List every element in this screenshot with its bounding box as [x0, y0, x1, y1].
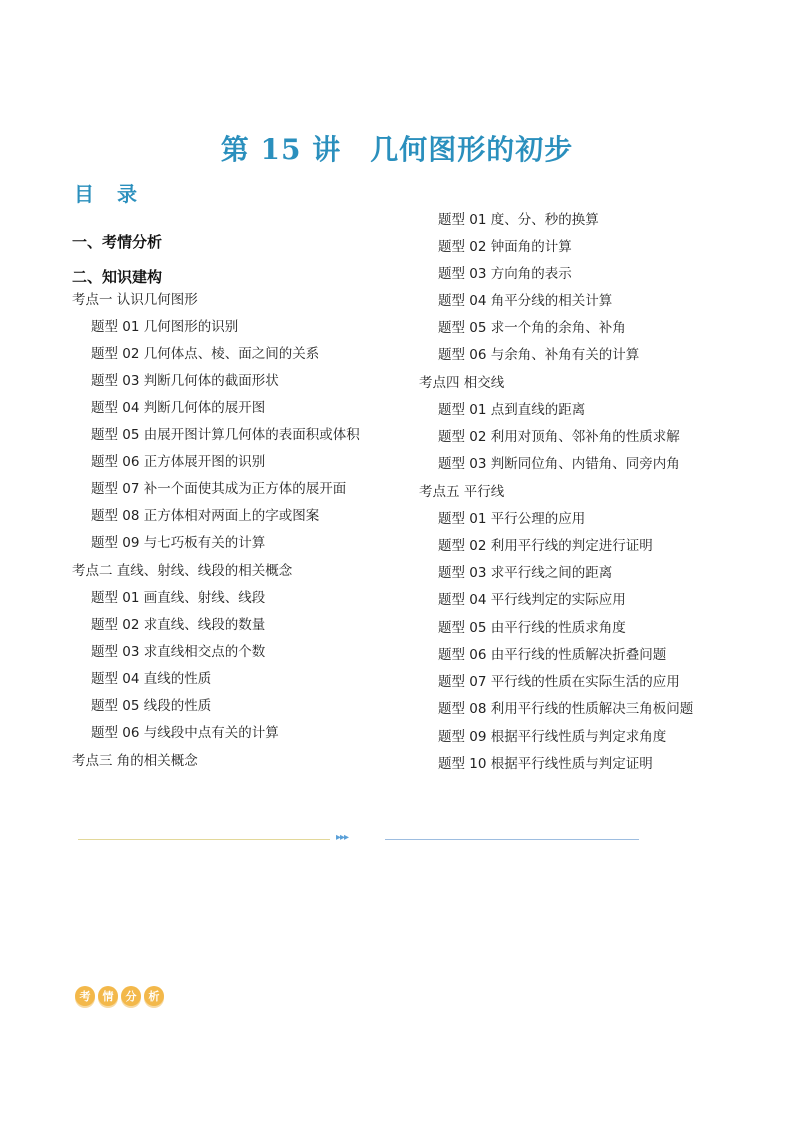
toc-item[interactable]: 题型 09 根据平行线性质与判定求角度 [438, 729, 667, 745]
toc-item[interactable]: 题型 03 判断几何体的截面形状 [91, 373, 279, 389]
toc-item[interactable]: 题型 04 角平分线的相关计算 [438, 293, 613, 309]
toc-item[interactable]: 题型 05 由平行线的性质求角度 [438, 620, 626, 636]
toc-item[interactable]: 题型 08 正方体相对两面上的字或图案 [91, 508, 320, 524]
toc-item[interactable]: 题型 02 几何体点、棱、面之间的关系 [91, 346, 320, 362]
toc-heading: 目 录 [74, 182, 145, 206]
badge-char: 考 [75, 986, 95, 1006]
badge-char: 分 [121, 986, 141, 1006]
divider-right [385, 839, 639, 840]
toc-item[interactable]: 题型 06 正方体展开图的识别 [91, 454, 266, 470]
page-title: 第 15 讲 几何图形的初步 [220, 133, 574, 166]
toc-item[interactable]: 题型 02 求直线、线段的数量 [91, 617, 266, 633]
toc-item[interactable]: 题型 01 平行公理的应用 [438, 511, 586, 527]
toc-section[interactable]: 二、知识建构 [72, 268, 163, 286]
toc-item[interactable]: 题型 06 由平行线的性质解决折叠问题 [438, 647, 667, 663]
toc-item[interactable]: 题型 03 方向角的表示 [438, 266, 572, 282]
toc-item[interactable]: 题型 04 直线的性质 [91, 671, 212, 687]
toc-section[interactable]: 一、考情分析 [72, 233, 163, 251]
toc-item[interactable]: 题型 08 利用平行线的性质解决三角板问题 [438, 701, 694, 717]
toc-kaodian[interactable]: 考点五 平行线 [419, 484, 505, 500]
toc-item[interactable]: 题型 01 几何图形的识别 [91, 319, 239, 335]
toc-item[interactable]: 题型 06 与余角、补角有关的计算 [438, 347, 640, 363]
toc-item[interactable]: 题型 01 点到直线的距离 [438, 402, 586, 418]
badge-char: 析 [144, 986, 164, 1006]
toc-item[interactable]: 题型 10 根据平行线性质与判定证明 [438, 756, 653, 772]
toc-kaodian[interactable]: 考点四 相交线 [419, 375, 505, 391]
toc-item[interactable]: 题型 07 平行线的性质在实际生活的应用 [438, 674, 680, 690]
badge-char: 情 [98, 986, 118, 1006]
divider-left [78, 839, 330, 840]
toc-item[interactable]: 题型 06 与线段中点有关的计算 [91, 725, 279, 741]
toc-item[interactable]: 题型 02 钟面角的计算 [438, 239, 572, 255]
toc-item[interactable]: 题型 01 画直线、射线、线段 [91, 590, 266, 606]
toc-item[interactable]: 题型 04 判断几何体的展开图 [91, 400, 266, 416]
toc-item[interactable]: 题型 03 判断同位角、内错角、同旁内角 [438, 456, 680, 472]
toc-item[interactable]: 题型 03 求平行线之间的距离 [438, 565, 613, 581]
toc-item[interactable]: 题型 01 度、分、秒的换算 [438, 212, 599, 228]
toc-item[interactable]: 题型 05 由展开图计算几何体的表面积或体积 [91, 427, 360, 443]
divider-arrows-icon: ▸▸▸ [336, 832, 349, 843]
toc-item[interactable]: 题型 05 求一个角的余角、补角 [438, 320, 626, 336]
toc-kaodian[interactable]: 考点二 直线、射线、线段的相关概念 [72, 563, 293, 579]
toc-item[interactable]: 题型 07 补一个面使其成为正方体的展开面 [91, 481, 347, 497]
section-badge [75, 986, 164, 1006]
toc-kaodian[interactable]: 考点一 认识几何图形 [72, 292, 198, 308]
toc-item[interactable]: 题型 02 利用平行线的判定进行证明 [438, 538, 653, 554]
toc-item[interactable]: 题型 02 利用对顶角、邻补角的性质求解 [438, 429, 680, 445]
toc-item[interactable]: 题型 04 平行线判定的实际应用 [438, 592, 626, 608]
toc-item[interactable]: 题型 09 与七巧板有关的计算 [91, 535, 266, 551]
toc-kaodian[interactable]: 考点三 角的相关概念 [72, 753, 198, 769]
toc-item[interactable]: 题型 05 线段的性质 [91, 698, 212, 714]
toc-item[interactable]: 题型 03 求直线相交点的个数 [91, 644, 266, 660]
